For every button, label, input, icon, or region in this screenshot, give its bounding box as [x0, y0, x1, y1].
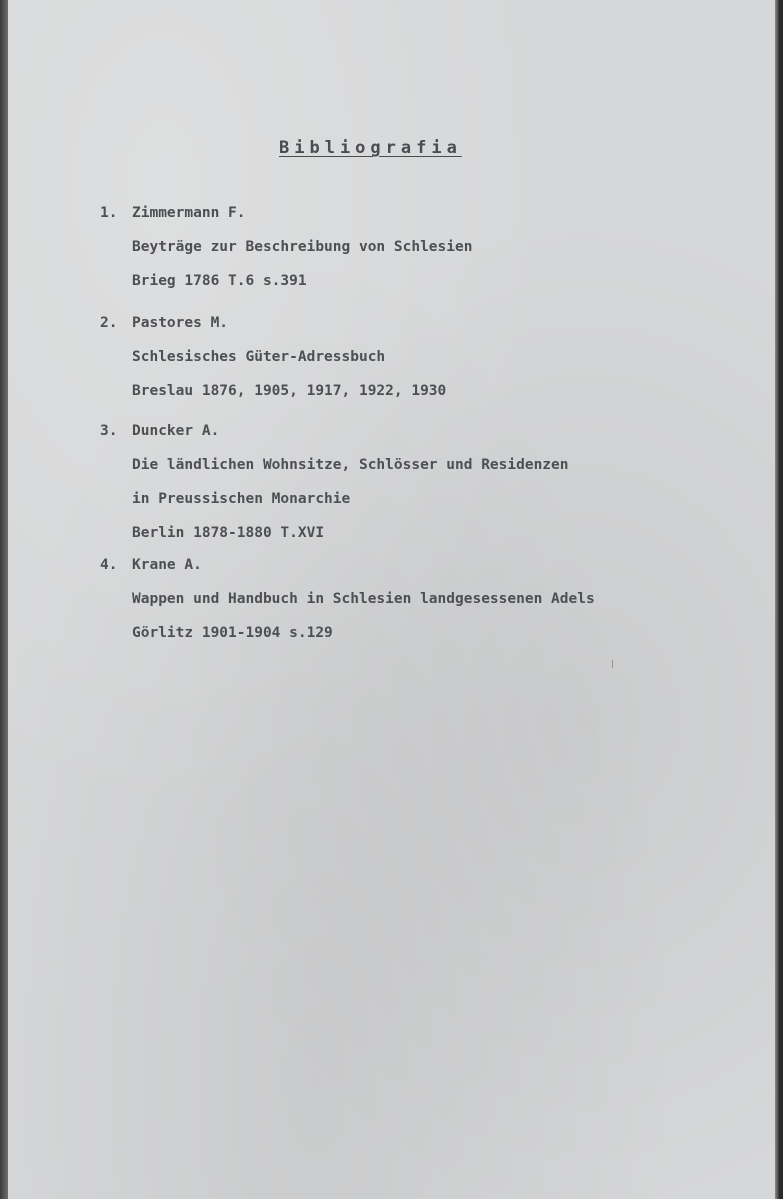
paper-speck [612, 660, 613, 668]
entry-author: Pastores M. [132, 315, 229, 331]
entry-line: in Preussischen Monarchie [132, 491, 351, 507]
entry-line: Breslau 1876, 1905, 1917, 1922, 1930 [132, 383, 447, 399]
entry-line: Die ländlichen Wohnsitze, Schlösser und Residenzen [132, 457, 569, 473]
entry-number: 3. [100, 423, 118, 439]
bibliography-entry-3 [100, 414, 569, 550]
entry-author: Duncker A. [132, 423, 220, 439]
page-title: Bibliografia [279, 138, 462, 158]
bibliography-entry-4 [100, 548, 595, 650]
bibliography-entry-2 [100, 306, 446, 408]
entry-number: 2. [100, 315, 118, 331]
entry-line: Görlitz 1901-1904 s.129 [132, 625, 333, 641]
entry-line: Berlin 1878-1880 T.XVI [132, 525, 325, 541]
bibliography-entry-1 [100, 196, 472, 298]
entry-number: 1. [100, 205, 118, 221]
entry-line: Schlesisches Güter-Adressbuch [132, 349, 386, 365]
entry-line: Brieg 1786 T.6 s.391 [132, 273, 307, 289]
entry-author: Krane A. [132, 557, 202, 573]
scan-left-edge [0, 0, 8, 1199]
entry-number: 4. [100, 557, 118, 573]
scan-right-edge [775, 0, 779, 1199]
entry-author: Zimmermann F. [132, 205, 246, 221]
document-page [8, 0, 779, 1199]
entry-line: Wappen und Handbuch in Schlesien landgesessenen Adels [132, 591, 595, 607]
entry-line: Beyträge zur Beschreibung von Schlesien [132, 239, 473, 255]
